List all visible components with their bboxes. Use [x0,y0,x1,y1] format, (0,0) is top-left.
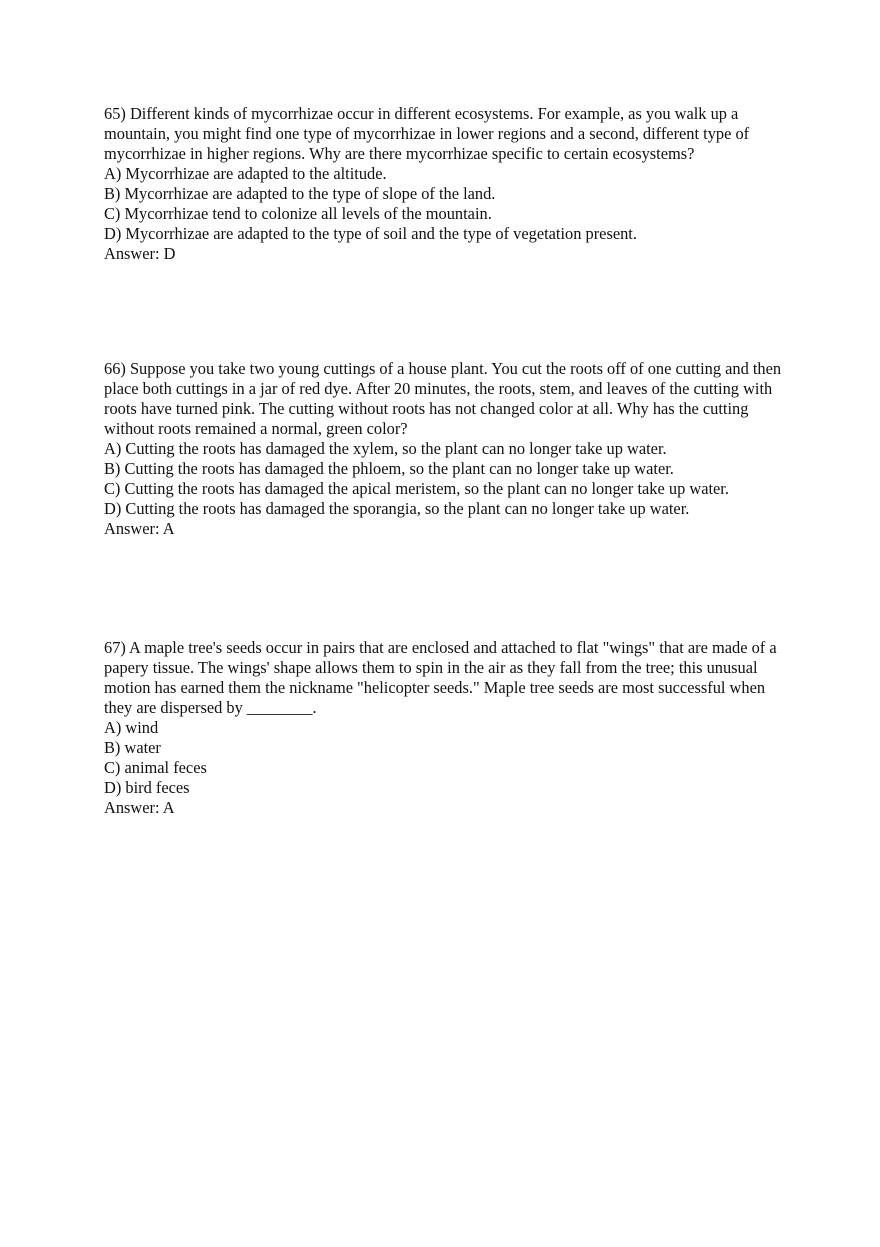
option-d: D) bird feces [104,778,190,797]
option-b: B) water [104,738,161,757]
option-b: B) Mycorrhizae are adapted to the type of slope of the land. [104,184,496,203]
answer: Answer: D [104,244,176,263]
question-stem: 65) Different kinds of mycorrhizae occur in different ecosystems. For example, as you walk up a mountain, you might find one type of mycorrhizae in lower regions and a second, different type of mycorrhizae in higher regions. Why are there mycorrhizae specific to certain ecosystems? [104,104,750,163]
option-c: C) Mycorrhizae tend to colonize all levels of the mountain. [104,204,492,223]
option-a: A) wind [104,718,159,737]
option-c: C) animal feces [104,758,207,777]
answer: Answer: A [104,519,175,538]
option-a: A) Cutting the roots has damaged the xylem, so the plant can no longer take up water. [104,439,667,458]
option-d: D) Mycorrhizae are adapted to the type of soil and the type of vegetation present. [104,224,637,243]
question-65 [104,104,784,264]
answer: Answer: A [104,798,175,817]
question-stem: 67) A maple tree's seeds occur in pairs that are enclosed and attached to flat "wings" that are made of a papery tissue. The wings' shape allows them to spin in the air as they fall from the tree; this unusual motion has earned them the nickname "helicopter seeds." Maple tree seeds are most successful when they are dispersed by ________. [104,638,777,717]
option-d: D) Cutting the roots has damaged the sporangia, so the plant can no longer take up water. [104,499,690,518]
option-a: A) Mycorrhizae are adapted to the altitude. [104,164,387,183]
option-b: B) Cutting the roots has damaged the phloem, so the plant can no longer take up water. [104,459,674,478]
question-66 [104,359,784,539]
question-stem: 66) Suppose you take two young cuttings of a house plant. You cut the roots off of one cutting and then place both cuttings in a jar of red dye. After 20 minutes, the roots, stem, and leaves of the cutting with roots have turned pink. The cutting without roots has not changed color at all. Why has the cutting without roots remained a normal, green color? [104,359,782,438]
question-67 [104,638,784,818]
option-c: C) Cutting the roots has damaged the apical meristem, so the plant can no longer take up water. [104,479,729,498]
